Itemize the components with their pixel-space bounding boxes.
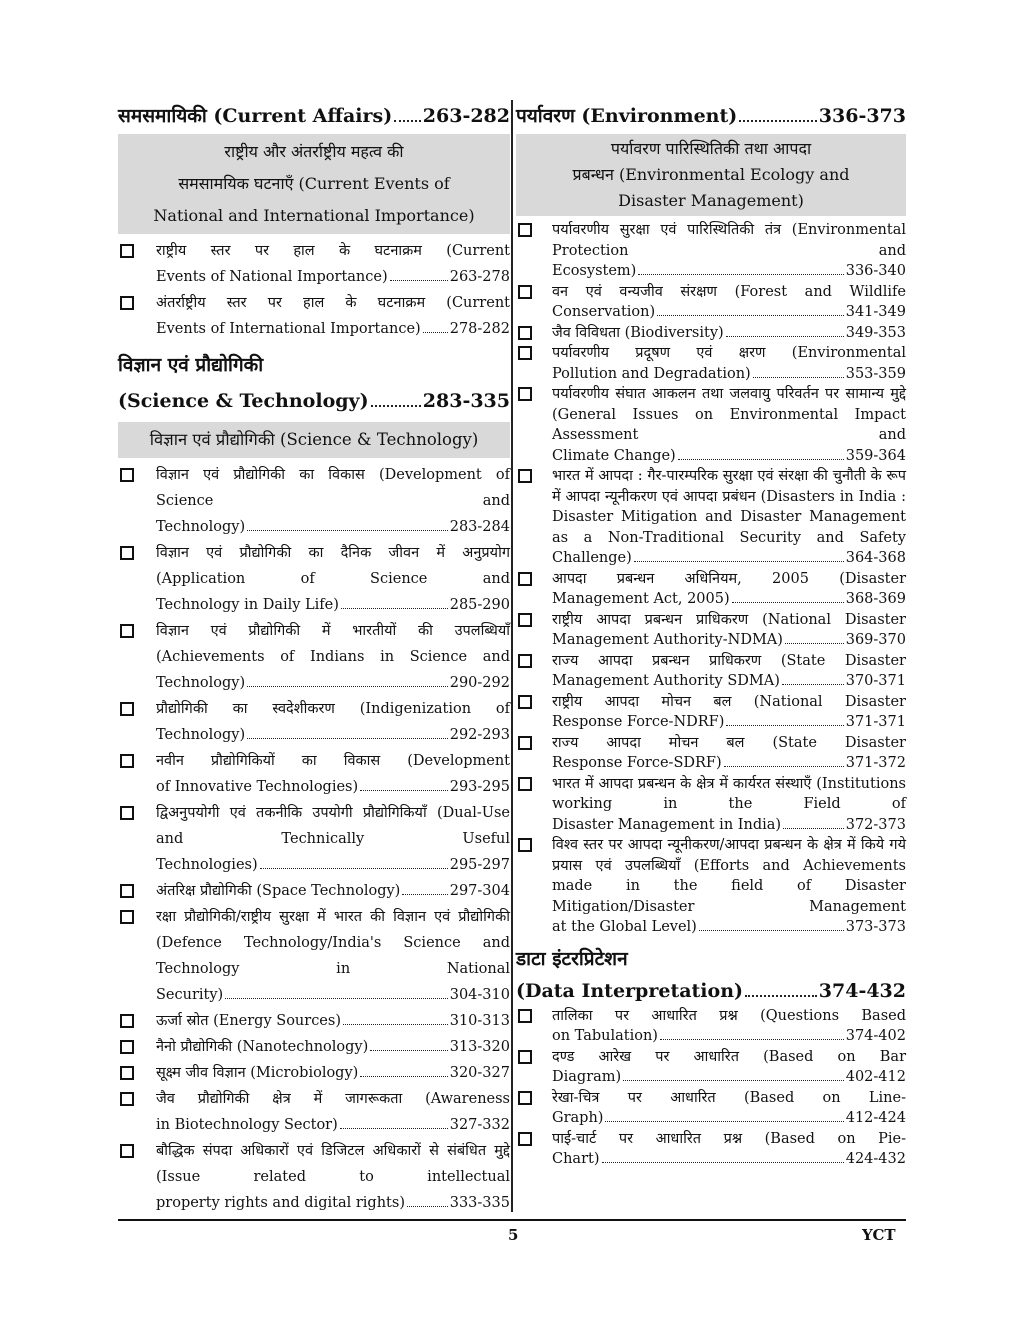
toc-list-science	[118, 462, 510, 1216]
entry-description: राज्य आपदा प्रबन्धन प्राधिकरण (State Disaster	[552, 652, 906, 669]
toc-entry	[118, 540, 510, 618]
entry-text	[552, 651, 906, 692]
dot-leader	[726, 725, 843, 726]
dot-leader	[260, 868, 448, 869]
entry-pages: 297-304	[449, 883, 510, 899]
entry-text	[156, 1060, 510, 1086]
checkbox-icon	[120, 296, 134, 310]
entry-text	[156, 1034, 510, 1060]
entry-pages: 364-368	[845, 550, 906, 566]
dot-leader	[340, 1128, 448, 1129]
dot-leader	[657, 315, 844, 316]
entry-pages: 402-412	[845, 1069, 906, 1085]
entry-last-line	[156, 1112, 510, 1138]
entry-last-line	[552, 323, 906, 344]
dot-leader	[638, 274, 843, 275]
band-line: पर्यावरण पारिस्थितिकी तथा आपदा	[610, 139, 812, 158]
entry-last-line	[552, 261, 906, 282]
subsection-band-science	[118, 422, 510, 458]
toc-entry	[516, 1088, 906, 1129]
toc-entry	[516, 1129, 906, 1170]
toc-entry	[118, 462, 510, 540]
entry-last-line	[156, 1008, 510, 1034]
entry-last-line	[552, 302, 906, 323]
section-heading-data-interpretation	[516, 976, 906, 1006]
heading-pages: 283-335	[422, 390, 510, 412]
checkbox-icon	[518, 736, 532, 750]
entry-last-text: Chart)	[552, 1151, 600, 1167]
checkbox-icon	[120, 1040, 134, 1054]
entry-text	[552, 835, 906, 938]
toc-entry	[516, 220, 906, 282]
entry-text	[552, 1047, 906, 1088]
entry-last-text: Technology in Daily Life)	[156, 597, 339, 613]
entry-last-text: Management Authority-NDMA)	[552, 632, 783, 648]
entry-pages: 304-310	[449, 987, 510, 1003]
entry-last-text: Challenge)	[552, 550, 632, 566]
checkbox-icon	[518, 223, 532, 237]
toc-entry	[118, 1008, 510, 1034]
section-heading-data-hindi: डाटा इंटरप्रिटेशन	[516, 947, 628, 970]
toc-entry	[516, 692, 906, 733]
entry-text	[156, 800, 510, 878]
checkbox-icon	[120, 1092, 134, 1106]
entry-last-line	[552, 548, 906, 569]
dot-leader	[602, 1162, 844, 1163]
toc-entry	[118, 618, 510, 696]
entry-text	[552, 569, 906, 610]
entry-last-line	[552, 630, 906, 651]
heading-title: (Data Interpretation)	[516, 979, 743, 1002]
entry-pages: 285-290	[449, 597, 510, 613]
left-column	[118, 100, 510, 1216]
entry-text	[156, 1008, 510, 1034]
right-column	[516, 100, 906, 1170]
toc-entry	[516, 733, 906, 774]
entry-description: राज्य आपदा मोचन बल (State Disaster	[552, 734, 906, 751]
toc-entry	[516, 1006, 906, 1047]
checkbox-icon	[120, 1144, 134, 1158]
checkbox-icon	[518, 1132, 532, 1146]
entry-last-line	[156, 852, 510, 878]
entry-last-text: Response Force-SDRF)	[552, 755, 722, 771]
entry-description: दण्ड आरेख पर आधारित (Based on Bar	[552, 1048, 906, 1065]
heading-pages: 374-432	[818, 979, 906, 1002]
entry-last-line	[552, 446, 906, 467]
entry-text	[156, 1138, 510, 1216]
toc-list-current-affairs	[118, 238, 510, 342]
toc-entry	[516, 1047, 906, 1088]
entry-last-text: on Tabulation)	[552, 1028, 658, 1044]
dot-leader	[782, 684, 844, 685]
entry-text	[156, 878, 510, 904]
entry-last-text: Climate Change)	[552, 447, 676, 464]
entry-last-line	[156, 722, 510, 748]
checkbox-icon	[518, 1009, 532, 1023]
entry-pages: 295-297	[449, 857, 510, 873]
entry-pages: 359-364	[845, 447, 906, 464]
band-line: प्रबन्धन (Environmental Ecology and	[572, 165, 850, 184]
entry-pages: 293-295	[449, 779, 510, 795]
entry-pages: 353-359	[845, 365, 906, 382]
toc-entry	[118, 1060, 510, 1086]
checkbox-icon	[120, 546, 134, 560]
entry-last-line	[552, 1067, 906, 1088]
checkbox-icon	[120, 702, 134, 716]
entry-text	[156, 540, 510, 618]
entry-description: राष्ट्रीय आपदा प्रबन्धन प्राधिकरण (National Disaster	[552, 611, 906, 628]
entry-last-text: Response Force-NDRF)	[552, 714, 725, 730]
subsection-band-environment	[516, 134, 906, 216]
dot-leader	[394, 120, 421, 122]
entry-description: तालिका पर आधारित प्रश्न (Questions Based	[552, 1007, 906, 1024]
dot-leader	[370, 1050, 447, 1051]
checkbox-icon	[120, 244, 134, 258]
entry-pages: 283-284	[449, 519, 510, 535]
dot-leader	[402, 894, 447, 895]
entry-last-line	[156, 264, 510, 290]
dot-leader	[753, 377, 844, 378]
section-heading-current-affairs	[118, 100, 510, 132]
entry-pages: 371-371	[845, 714, 906, 730]
dot-leader	[699, 930, 844, 931]
entry-description: विश्व स्तर पर आपदा न्यूनीकरण/आपदा प्रबन्धन के क्षेत्र में किये गये प्रयास एवं उपलब्धियाँ (Efforts and Achievements made in the field of Disaster Mitigation/Disaster Management	[552, 837, 906, 915]
entry-description: भारत में आपदा : गैर-पारम्परिक सुरक्षा एवं संरक्षा की चुनौती के रूप में आपदा न्यूनीकरण एवं आपदा प्रबंधन (Disasters in India : Disaster Mitigation and Disaster Management as a Non-Traditional Security and Safety	[552, 468, 906, 546]
entry-text	[156, 618, 510, 696]
dot-leader	[623, 1080, 844, 1081]
section-heading-science-hindi: विज्ञान एवं प्रौद्योगिकी	[118, 354, 264, 376]
subsection-band-current-events	[118, 134, 510, 234]
entry-text	[156, 904, 510, 1008]
toc-entry	[118, 800, 510, 878]
entry-text	[552, 1129, 906, 1170]
toc-entry	[516, 835, 906, 938]
dot-leader	[726, 336, 844, 337]
entry-pages: 290-292	[449, 675, 510, 691]
entry-last-text: Ecosystem)	[552, 263, 637, 279]
entry-text	[552, 220, 906, 282]
toc-list-environment	[516, 220, 906, 938]
entry-last-line	[552, 753, 906, 774]
entry-text	[552, 1088, 906, 1129]
entry-text	[552, 384, 906, 466]
entry-description: रक्षा प्रौद्योगिकी/राष्ट्रीय सुरक्षा में भारत की विज्ञान एवं प्रौद्योगिकी (Defence Technology/India's Science and Technology in National	[156, 909, 510, 977]
toc-entry	[118, 878, 510, 904]
entry-last-line	[156, 774, 510, 800]
entry-last-line	[156, 1034, 510, 1060]
band-line: विज्ञान एवं प्रौद्योगिकी (Science & Technology)	[149, 430, 479, 449]
entry-last-text: Technology)	[156, 519, 246, 535]
checkbox-icon	[120, 468, 134, 482]
toc-entry	[516, 569, 906, 610]
entry-last-line	[552, 1149, 906, 1170]
checkbox-icon	[120, 754, 134, 768]
entry-description: रेखा-चित्र पर आधारित (Based on Line-	[552, 1089, 906, 1106]
entry-last-line	[156, 514, 510, 540]
toc-entry	[118, 1086, 510, 1138]
dot-leader	[634, 561, 844, 562]
checkbox-icon	[518, 346, 532, 360]
entry-text	[552, 343, 906, 384]
toc-entry	[516, 466, 906, 569]
entry-last-line	[156, 982, 510, 1008]
entry-pages: 372-373	[845, 816, 906, 833]
dot-leader	[343, 1024, 448, 1025]
entry-text	[156, 748, 510, 800]
entry-last-text: at the Global Level)	[552, 919, 697, 935]
checkbox-icon	[518, 285, 532, 299]
checkbox-icon	[518, 838, 532, 852]
toc-entry	[118, 696, 510, 748]
dot-leader	[724, 766, 844, 767]
entry-description: राष्ट्रीय स्तर पर हाल के घटनाक्रम (Current	[156, 243, 510, 259]
entry-last-line	[552, 589, 906, 610]
entry-pages: 371-372	[845, 755, 906, 771]
checkbox-icon	[518, 469, 532, 483]
toc-entry	[516, 343, 906, 384]
entry-description: पर्यावरणीय प्रदूषण एवं क्षरण (Environmental	[552, 345, 906, 361]
checkbox-icon	[120, 624, 134, 638]
section-heading-science	[118, 382, 510, 420]
toc-entry	[516, 651, 906, 692]
toc-list-data-interpretation	[516, 1006, 906, 1170]
dot-leader	[732, 602, 844, 603]
dot-leader	[371, 405, 421, 407]
checkbox-icon	[518, 1091, 532, 1105]
checkbox-icon	[518, 572, 532, 586]
entry-description: द्विअनुपयोगी एवं तकनीकि उपयोगी प्रौद्योगिकियाँ (Dual-Use and Technically Useful	[156, 805, 510, 847]
dot-leader	[739, 120, 817, 122]
entry-pages: 263-278	[449, 269, 510, 285]
entry-pages: 349-353	[845, 324, 906, 341]
band-line: National and International Importance)	[153, 206, 475, 225]
entry-last-line	[156, 878, 510, 904]
heading-pages: 336-373	[818, 105, 906, 127]
entry-text	[552, 1006, 906, 1047]
page-number: 5	[508, 1226, 519, 1244]
dot-leader	[247, 530, 448, 531]
entry-pages: 313-320	[449, 1039, 510, 1055]
entry-description: पर्यावरणीय सुरक्षा एवं पारिस्थितिकी तंत्र (Environmental Protection and	[552, 222, 906, 259]
heading-title: (Science & Technology)	[118, 390, 369, 412]
entry-last-text: Technology)	[156, 675, 246, 691]
entry-pages: 333-335	[449, 1195, 510, 1211]
entry-description: विज्ञान एवं प्रौद्योगिकी का विकास (Development of Science and	[156, 467, 510, 509]
entry-description: भारत में आपदा प्रबन्धन के क्षेत्र में कार्यरत संस्थाएँ (Institutions working in the Field of	[552, 775, 906, 812]
footer-rule	[118, 1219, 906, 1221]
toc-entry	[516, 384, 906, 466]
entry-last-text: ऊर्जा स्रोत (Energy Sources)	[156, 1013, 341, 1029]
entry-text	[156, 290, 510, 342]
entry-last-text: Events of National Importance)	[156, 269, 388, 285]
entry-last-line	[156, 316, 510, 342]
entry-text	[156, 696, 510, 748]
entry-last-text: Technologies)	[156, 857, 258, 873]
checkbox-icon	[518, 613, 532, 627]
entry-description: पाई-चार्ट पर आधारित प्रश्न (Based on Pie-	[552, 1130, 906, 1147]
toc-entry	[118, 748, 510, 800]
entry-description: नवीन प्रौद्योगिकियों का विकास (Development	[156, 753, 510, 769]
entry-last-text: Events of International Importance)	[156, 321, 421, 337]
column-divider	[511, 100, 513, 1212]
entry-last-text: Graph)	[552, 1110, 604, 1126]
entry-last-text: नैनो प्रौद्योगिकी (Nanotechnology)	[156, 1039, 369, 1055]
entry-last-text: Security)	[156, 987, 224, 1003]
toc-entry	[118, 1034, 510, 1060]
entry-pages: 369-370	[845, 632, 906, 648]
section-heading-environment	[516, 100, 906, 132]
entry-pages: 368-369	[845, 591, 906, 607]
entry-last-text: property rights and digital rights)	[156, 1195, 405, 1211]
entry-description: विज्ञान एवं प्रौद्योगिकी का दैनिक जीवन में अनुप्रयोग (Application of Science and	[156, 545, 510, 587]
dot-leader	[783, 828, 844, 829]
entry-last-line	[156, 592, 510, 618]
entry-text	[552, 733, 906, 774]
entry-last-line	[552, 815, 906, 836]
dot-leader	[341, 608, 448, 609]
heading-pages: 263-282	[422, 105, 510, 127]
entry-last-line	[552, 712, 906, 733]
dot-leader	[423, 332, 448, 333]
checkbox-icon	[120, 884, 134, 898]
entry-last-text: Disaster Management in India)	[552, 816, 782, 833]
toc-entry	[118, 904, 510, 1008]
entry-last-text: सूक्ष्म जीव विज्ञान (Microbiology)	[156, 1065, 359, 1081]
entry-description: बौद्धिक संपदा अधिकारों एवं डिजिटल अधिकारों से संबंधित मुद्दे (Issue related to intellectual	[156, 1143, 510, 1185]
entry-text	[552, 610, 906, 651]
checkbox-icon	[518, 654, 532, 668]
entry-last-text: Pollution and Degradation)	[552, 365, 751, 382]
entry-text	[552, 466, 906, 569]
checkbox-icon	[120, 1066, 134, 1080]
dot-leader	[247, 738, 448, 739]
entry-description: जैव प्रौद्योगिकी क्षेत्र में जागरूकता (Awareness	[156, 1091, 510, 1107]
entry-pages: 412-424	[845, 1110, 906, 1126]
entry-description: पर्यावरणीय संघात आकलन तथा जलवायु परिवर्तन पर सामान्य मुद्दे (General Issues on Environmental Impact Assessment and	[552, 386, 906, 443]
entry-text	[552, 323, 906, 344]
entry-text	[156, 1086, 510, 1138]
entry-description: विज्ञान एवं प्रौद्योगिकी में भारतीयों की उपलब्धियाँ (Achievements of Indians in Science and	[156, 623, 510, 665]
heading-title: समसमायिकी (Current Affairs)	[118, 105, 393, 127]
entry-last-line	[552, 1108, 906, 1129]
band-line: समसामयिक घटनाएँ (Current Events of	[178, 174, 450, 193]
entry-pages: 278-282	[449, 321, 510, 337]
entry-text	[552, 774, 906, 836]
entry-description: वन एवं वन्यजीव संरक्षण (Forest and Wildlife	[552, 283, 906, 300]
brand-logo-text: YCT	[862, 1226, 896, 1244]
dot-leader	[678, 459, 844, 460]
entry-last-text: जैव विविधता (Biodiversity)	[552, 324, 724, 341]
entry-text	[156, 462, 510, 540]
entry-last-line	[552, 671, 906, 692]
toc-entry	[516, 610, 906, 651]
entry-last-text: in Biotechnology Sector)	[156, 1117, 338, 1133]
entry-last-line	[552, 1026, 906, 1047]
toc-entry	[516, 774, 906, 836]
entry-pages: 327-332	[449, 1117, 510, 1133]
dot-leader	[745, 995, 817, 997]
entry-last-line	[552, 917, 906, 938]
entry-pages: 373-373	[845, 919, 906, 935]
toc-entry	[118, 290, 510, 342]
toc-entry	[118, 1138, 510, 1216]
entry-last-text: Technology)	[156, 727, 246, 743]
entry-last-text: Management Act, 2005)	[552, 591, 730, 607]
toc-entry	[516, 323, 906, 344]
entry-last-text: अंतरिक्ष प्रौद्योगिकी (Space Technology)	[156, 883, 401, 899]
entry-last-line	[156, 1060, 510, 1086]
entry-description: आपदा प्रबन्धन अधिनियम, 2005 (Disaster	[552, 570, 906, 587]
dot-leader	[225, 998, 448, 999]
dot-leader	[605, 1121, 843, 1122]
entry-last-text: Conservation)	[552, 304, 656, 320]
dot-leader	[390, 280, 448, 281]
entry-pages: 424-432	[845, 1151, 906, 1167]
dot-leader	[785, 643, 844, 644]
dot-leader	[407, 1206, 448, 1207]
entry-pages: 336-340	[845, 263, 906, 279]
checkbox-icon	[120, 806, 134, 820]
dot-leader	[360, 1076, 447, 1077]
band-line: Disaster Management)	[618, 191, 804, 210]
toc-entry	[516, 282, 906, 323]
entry-last-line	[156, 1190, 510, 1216]
entry-pages: 341-349	[845, 304, 906, 320]
dot-leader	[247, 686, 448, 687]
entry-last-line	[156, 670, 510, 696]
entry-pages: 292-293	[449, 727, 510, 743]
band-line: राष्ट्रीय और अंतर्राष्ट्रीय महत्व की	[224, 142, 404, 161]
toc-entry	[118, 238, 510, 290]
entry-pages: 374-402	[845, 1028, 906, 1044]
entry-description: अंतर्राष्ट्रीय स्तर पर हाल के घटनाक्रम (Current	[156, 295, 510, 311]
checkbox-icon	[120, 1014, 134, 1028]
entry-description: प्रौद्योगिकी का स्वदेशीकरण (Indigenization of	[156, 701, 510, 717]
checkbox-icon	[518, 1050, 532, 1064]
entry-description: राष्ट्रीय आपदा मोचन बल (National Disaster	[552, 693, 906, 710]
dot-leader	[360, 790, 448, 791]
dot-leader	[660, 1039, 844, 1040]
checkbox-icon	[518, 387, 532, 401]
entry-text	[156, 238, 510, 290]
entry-text	[552, 282, 906, 323]
entry-last-line	[552, 364, 906, 385]
checkbox-icon	[518, 326, 532, 340]
entry-last-text: Diagram)	[552, 1069, 622, 1085]
checkbox-icon	[518, 695, 532, 709]
entry-pages: 310-313	[449, 1013, 510, 1029]
entry-pages: 370-371	[845, 673, 906, 689]
checkbox-icon	[120, 910, 134, 924]
entry-last-text: Management Authority SDMA)	[552, 673, 780, 689]
heading-title: पर्यावरण (Environment)	[516, 105, 738, 127]
entry-last-text: of Innovative Technologies)	[156, 779, 359, 795]
entry-text	[552, 692, 906, 733]
entry-pages: 320-327	[449, 1065, 510, 1081]
checkbox-icon	[518, 777, 532, 791]
